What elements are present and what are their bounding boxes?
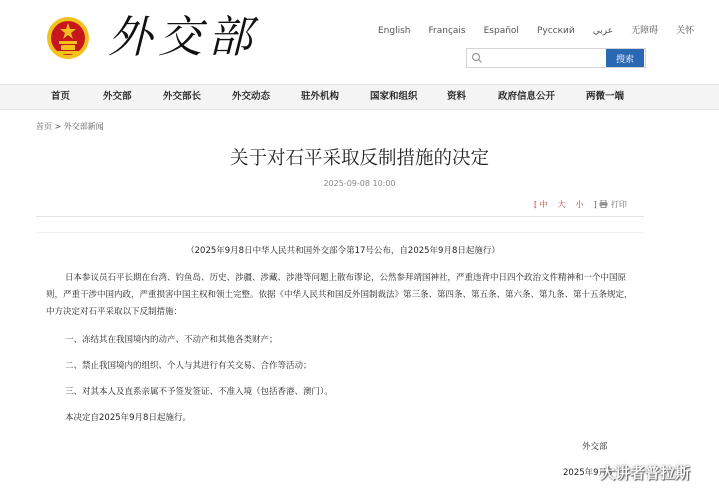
publish-date: 2025-09-08 10:00 — [323, 179, 396, 188]
lang-english-link[interactable]: English — [378, 26, 411, 36]
divider — [36, 216, 644, 217]
print-label: 打印 — [610, 200, 627, 209]
article-main-paragraph: 日本参议员石平长期在台湾、钓鱼岛、历史、涉疆、涉藏、涉港等问题上散布谬论，公然参拜靖国神社，严重违背中日四个政治文件精神和一个中国原则，严重干涉中国内政，严重损害中国主权和领土完整。依据《中华人民共和国反外国制裁法》第三条、第四条、第五条、第六条、第九条、第十五条规定，中方决定对石平采取以下反制措施： — [46, 273, 633, 317]
watermark: 大讲者普拉斯 — [600, 464, 691, 482]
language-links — [378, 24, 712, 38]
nav-item-gov-info[interactable]: 政府信息公开 — [498, 91, 556, 102]
nav-item-countries[interactable]: 国家和组织 — [370, 91, 418, 102]
search-icon — [471, 52, 483, 64]
font-size-medium-button[interactable]: 中 — [539, 200, 548, 209]
printer-icon — [599, 200, 608, 208]
nav-item-home[interactable]: 首页 — [51, 91, 71, 102]
lang-russian-link[interactable]: Русский — [536, 26, 575, 36]
nav-item-minister[interactable]: 外交部长 — [163, 91, 202, 102]
signature: 外交部 — [582, 442, 608, 452]
accessibility-link[interactable]: 无障碍 — [631, 26, 659, 36]
nav-item-diplomatic-news[interactable]: 外交动态 — [232, 91, 271, 102]
main-nav — [0, 84, 719, 110]
breadcrumb-separator: > — [52, 122, 64, 131]
site-header — [0, 0, 719, 80]
lang-arabic-link[interactable]: عربي — [592, 26, 614, 36]
signature-date: 2025年9月3 — [563, 468, 613, 478]
bracket-left: [ — [534, 200, 540, 209]
font-size-small-button[interactable]: 小 — [575, 200, 584, 209]
nav-item-social[interactable]: 两微一端 — [586, 91, 625, 102]
nav-item-ministry[interactable]: 外交部 — [103, 91, 132, 102]
bracket-right: ] — [593, 200, 597, 209]
print-button[interactable] — [599, 200, 627, 209]
page-title: 关于对石平采取反制措施的决定 — [229, 148, 489, 169]
care-mode-link[interactable]: 关怀 — [676, 26, 695, 36]
search-input[interactable] — [487, 50, 607, 64]
measure-item-1: 一、冻结其在我国境内的动产、不动产和其他各类财产； — [65, 335, 278, 345]
site-logo-text[interactable]: 外交部 — [108, 12, 258, 63]
measure-item-2: 二、禁止我国境内的组织、个人与其进行有关交易、合作等活动； — [65, 361, 312, 371]
nav-item-missions[interactable]: 驻外机构 — [301, 91, 340, 102]
lang-french-link[interactable]: Français — [428, 26, 466, 36]
breadcrumb-section[interactable]: 外交部新闻 — [63, 122, 104, 131]
national-emblem-icon[interactable] — [45, 14, 91, 62]
effective-statement: 本决定自2025年9月8日起施行。 — [65, 413, 191, 423]
divider-secondary — [36, 232, 644, 233]
breadcrumb-home[interactable]: 首页 — [36, 122, 52, 131]
lang-spanish-link[interactable]: Español — [483, 26, 519, 36]
breadcrumb — [36, 121, 104, 132]
article-subtitle: （2025年9月8日中华人民共和国外交部令第17号公布，自2025年9月8日起施行） — [186, 246, 500, 256]
search-button[interactable]: 搜索 — [606, 49, 644, 67]
article-tools — [534, 199, 627, 210]
measure-item-3: 三、对其本人及直系亲属不予签发签证、不准入境（包括香港、澳门）。 — [65, 387, 333, 397]
nav-item-resources[interactable]: 资料 — [447, 91, 467, 102]
font-size-large-button[interactable]: 大 — [557, 200, 566, 209]
